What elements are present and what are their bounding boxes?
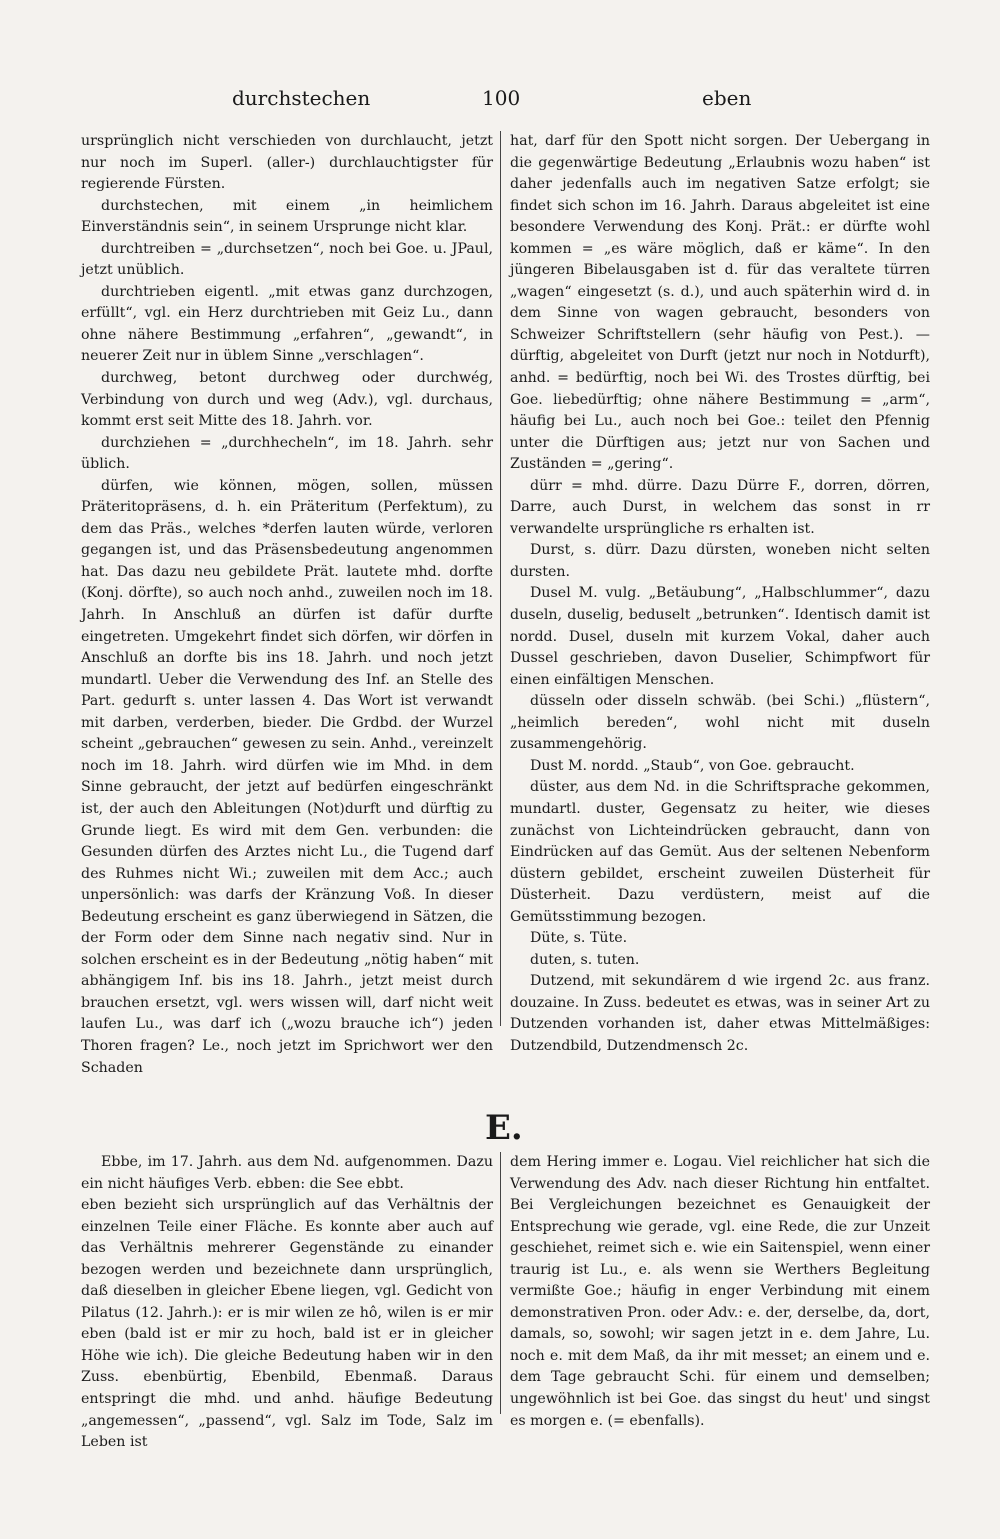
entry-duesseln: düsseln oder disseln schwäb. (bei Schi.) „flüstern“, „heimlich bereden“, wohl nicht mit duseln zusammengehörig.: [510, 693, 930, 753]
entry-text: hat, darf für den Spott nicht sorgen. Der Uebergang in die gegenwärtige Bedeutung „Erlaubnis wozu haben“ ist daher jedenfalls auch im negativen Satze erfolgt; sie findet sich schon im 16. Jahrh. Daraus abgeleitet ist eine besondere Verwendung des Konj. Prät.: er dürfte wohl kommen = „es wäre möglich, daß er käme“. In den jüngeren Bibelausgaben ist d. für das veraltete türren „wagen“ eingesetzt (s. d.), und auch späterhin wird d. in dem Sinne von wagen gebraucht, besonders von Schweizer Schriftstellern (sehr häufig von Pest.). — dürftig, abgeleitet von Durft (jetzt nur noch in Notdurft), anhd. = bedürftig, noch bei Wi. des Trostes dürftig, bei Goe. liebedürftig; ohne nähere Bestimmung = „arm“, häufig bei Lu., auch noch bei Goe.: teilet den Pfennig unter die Dürftigen aus; jetzt nur von Sachen und Zuständen = „gering“.: [510, 133, 930, 473]
entry-dutzend: Dutzend, mit sekundärem d wie irgend 2c. aus franz. douzaine. In Zuss. bedeutet es etwas, was in seiner Art zu Dutzenden vorhanden ist, daher etwas Mittelmäßiges: Dutzendbild, Dutzendmensch 2c.: [510, 973, 930, 1054]
left-column-top: [81, 131, 493, 1079]
left-column-bottom: [81, 1152, 493, 1454]
page-header: [0, 86, 1000, 116]
entry-durchziehen: durchziehen = „durchhecheln“, im 18. Jahrh. sehr üblich.: [81, 434, 493, 473]
entry-eben: eben bezieht sich ursprünglich auf das Verhältnis der einzelnen Teile einer Fläche. Es konnte aber auch auf das Verhältnis mehrerer Gegenstände zu einander bezogen werden und bezeichnete dann ursprünglich, daß dieselben in gleicher Ebene liegen, vgl. Gedicht von Pilatus (12. Jahrh.): er is mir wilen ze hô, wilen is er mir eben (bald ist er mir zu hoch, bald ist er in gleicher Höhe wie ich). Die gleiche Bedeutung haben wir in den Zuss. ebenbürtig, Ebenbild, Ebenmaß. Daraus entspringt die mhd. und anhd. häufige Bedeutung „angemessen“, „passend“, vgl. Salz im Tode, Salz im Leben ist: [81, 1197, 493, 1451]
entry-duester: düster, aus dem Nd. in die Schriftsprache gekommen, mundartl. duster, Gegensatz zu heiter, wie dieses zunächst von Lichteindrücken gebraucht, dann von Eindrücken auf das Gemüt. Aus der seltenen Nebenform düstern gebildet, erscheint zuweilen Düsterheit für Düsterheit. Dazu verdüstern, meist auf die Gemütsstimmung bezogen.: [510, 779, 930, 925]
header-right-catchword: eben: [702, 86, 752, 110]
entry-duete: Düte, s. Tüte.: [530, 930, 628, 947]
entry-duten: duten, s. tuten.: [530, 951, 640, 968]
entry-durst: Durst, s. dürr. Dazu dürsten, woneben nicht selten dursten.: [510, 542, 930, 580]
section-letter-heading: E.: [485, 1108, 523, 1148]
header-left-catchword: durchstechen: [232, 86, 371, 110]
entry-durchstechen: durchstechen, mit einem „in heimlichem Einverständnis sein“, in seinem Ursprunge nicht klar.: [81, 197, 493, 236]
entry-ebbe: Ebbe, im 17. Jahrh. aus dem Nd. aufgenommen. Dazu ein nicht häufiges Verb. ebben: die See ebbt.: [81, 1154, 493, 1192]
right-column-top: [510, 131, 930, 1058]
entry-dusel: Dusel M. vulg. „Betäubung“, „Halbschlummer“, dazu duseln, duselig, beduselt „betrunken“. Identisch damit ist nordd. Dusel, duseln mit kurzem Vokal, daher auch Dussel geschrieben, davon Duselier, Schimpfwort für einen einfältigen Menschen.: [510, 585, 930, 688]
entry-duerr: dürr = mhd. dürre. Dazu Dürre F., dorren, dörren, Darre, auch Durst, in welchem das sonst in rr verwandelte ursprüngliche rs erhalten ist.: [510, 477, 930, 537]
right-column-bottom: [510, 1152, 930, 1432]
entry-durchtrieben: durchtrieben eigentl. „mit etwas ganz durchzogen, erfüllt“, vgl. ein Herz durchtrieben mit Geiz Lu., dann ohne nähere Bestimmung „erfahren“, „gewandt“, in neuerer Zeit nur in üblem Sinne „verschlagen“.: [81, 283, 493, 365]
entry-dust: Dust M. nordd. „Staub“, von Goe. gebraucht.: [530, 757, 855, 774]
entry-duerfen: dürfen, wie können, mögen, sollen, müssen Präteritopräsens, d. h. ein Präteritum (Perfektum), zu dem das Präs., welches *derfen lauten würde, verloren gegangen ist, und das Präsensbedeutung angenommen hat. Das dazu neu gebildete Prät. lautete mhd. dorfte (Konj. dörfte), so auch noch anhd., zuweilen noch im 18. Jahrh. In Anschluß an dürfen ist dafür durfte eingetreten. Umgekehrt findet sich dörfen, wir dörfen in Anschluß an dorfte bis ins 18. Jahrh. und noch jetzt mundartl. Ueber die Verwendung des Inf. an Stelle des Part. gedurft s. unter lassen 4. Das Wort ist verwandt mit darben, verderben, bieder. Die Grdbd. der Wurzel scheint „gebrauchen“ gewesen zu sein. Anhd., vereinzelt noch im 18. Jahrh. wird dürfen wie im Mhd. in dem Sinne gebraucht, der jetzt auf bedürfen eingeschränkt ist, der auch den Ableitungen (Not)durft und dürftig zu Grunde liegt. Es wird mit dem Gen. verbunden: die Gesunden dürfen des Arztes nicht Lu., die Tugend darf des Ruhmes nicht Wi.; zuweilen mit dem Acc.; auch unpersönlich: was darfs der Kränzung Voß. In dieser Bedeutung erscheint es ganz überwiegend in Sätzen, die der Form oder dem Sinne nach negativ sind. Nur in solchen erscheint es in der Bedeutung „nötig haben“ mit abhängigem Inf. bis ins 18. Jahrh., jetzt meist durch brauchen ersetzt, vgl. wers wissen will, darf nicht weit laufen Lu., was darf ich („wozu brauche ich“) jeden Thoren fragen? Le., noch jetzt im Sprichwort wer den Schaden: [81, 477, 493, 1076]
entry-durchtreiben: durchtreiben = „durchsetzen“, noch bei Goe. u. JPaul, jetzt unüblich.: [81, 240, 493, 279]
column-divider-bottom: [500, 1152, 501, 1414]
entry-text: ursprünglich nicht verschieden von durchlaucht, jetzt nur noch im Superl. (aller-) durchlauchtigster für regierende Fürsten.: [81, 133, 493, 193]
entry-text: dem Hering immer e. Logau. Viel reichlicher hat sich die Verwendung des Adv. nach dieser Richtung hin entfaltet. Bei Vergleichungen bezeichnet es Genauigkeit der Entsprechung wie gerade, vgl. eine Rede, die zur Unzeit geschiehet, reimet sich e. wie ein Saitenspiel, wenn einer traurig ist Lu., e. als wenn sie Werthers Begleitung vermißte Goe.; häufig in enger Verbindung mit einem demonstrativen Pron. oder Adv.: e. der, derselbe, da, dort, damals, so, sowohl; wir sagen jetzt in e. dem Jahre, Lu. noch e. mit dem Maß, da ihr mit messet; an einem und e. dem Tage gebraucht Schi. für einem und demselben; ungewöhnlich ist bei Goe. das singst du heut' und singst es morgen e. (= ebenfalls).: [510, 1154, 930, 1429]
column-divider: [500, 131, 501, 1026]
page-number: 100: [482, 86, 521, 110]
entry-durchweg: durchweg, betont durchweg oder durchwég, Verbindung von durch und weg (Adv.), vgl. durchaus, kommt erst seit Mitte des 18. Jahrh. vor.: [81, 370, 493, 430]
